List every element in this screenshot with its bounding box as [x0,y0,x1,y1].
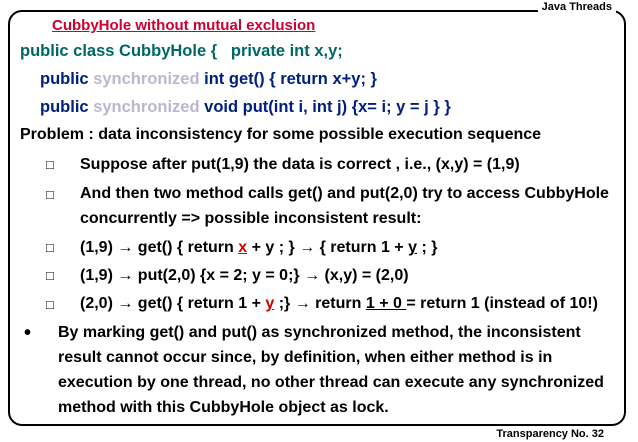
header-label: Java Threads [538,1,616,13]
slide-title: CubbyHole without mutual exclusion [52,17,316,34]
b3-part1: (1,9) → get() { return [80,239,239,256]
b3-part2: + y ; } → { return 1 + [247,239,409,256]
code-line-2 [40,70,377,89]
bullet-box-icon: □ [46,297,54,312]
conclusion-line-1: By marking get() and put() as synchronized method, the inconsistent [58,324,581,341]
code-line-3 [40,98,451,117]
b3-underline-y: y [408,239,417,256]
b5-highlight-y: y [265,295,275,312]
bullet-box-icon: □ [46,240,54,255]
code-line-1 [20,42,343,61]
bullet-2-text-b: concurrently => possible inconsistent result: [80,210,422,227]
bullet-5-text [80,295,598,313]
kw-public: public [40,98,89,116]
bullet-box-icon: □ [46,268,54,283]
footer-label: Transparency No. 32 [492,428,608,440]
code-put-method: void put(int i, int j) {x= i; y = j } } [204,98,451,116]
bullet-box-icon: □ [46,157,54,172]
bullet-2-text-a: And then two method calls get() and put(2,0) try to access CubbyHole [80,185,609,202]
kw-synchronized: synchronized [93,98,200,116]
bullet-box-icon: □ [46,187,54,202]
bullet-4-text: (1,9) → put(2,0) {x = 2; y = 0;} → (x,y) = (2,0) [80,267,409,284]
kw-public: public [40,70,89,88]
dot-bullet-icon: • [24,322,32,344]
problem-statement: Problem : data inconsistency for some possible execution sequence [20,126,542,143]
b5-part2: ;} → return [274,295,366,312]
b5-underline-expr: 1 + 0 [365,295,407,312]
kw-synchronized: synchronized [93,70,200,88]
bullet-1-text: Suppose after put(1,9) the data is correct , i.e., (x,y) = (1,9) [80,156,520,173]
bullet-3-text [80,239,437,257]
b3-part3: ; } [417,239,438,256]
code-fields: private int x,y; [230,42,343,60]
code-get-method: int get() { return x+y; } [204,70,377,88]
b5-part1: (2,0) → get() { return 1 + [80,295,266,312]
conclusion-line-2: result cannot occur since, by definition, when either method is in [58,349,553,366]
code-class-decl: public class CubbyHole { [20,42,218,60]
b5-part3: = return 1 (instead of 10!) [406,295,598,312]
conclusion-line-3: execution by one thread, no other thread can execute any synchronized [58,374,604,391]
b3-highlight-x: x [238,239,248,256]
conclusion-line-4: method with this CubbyHole object as lock. [58,399,389,416]
